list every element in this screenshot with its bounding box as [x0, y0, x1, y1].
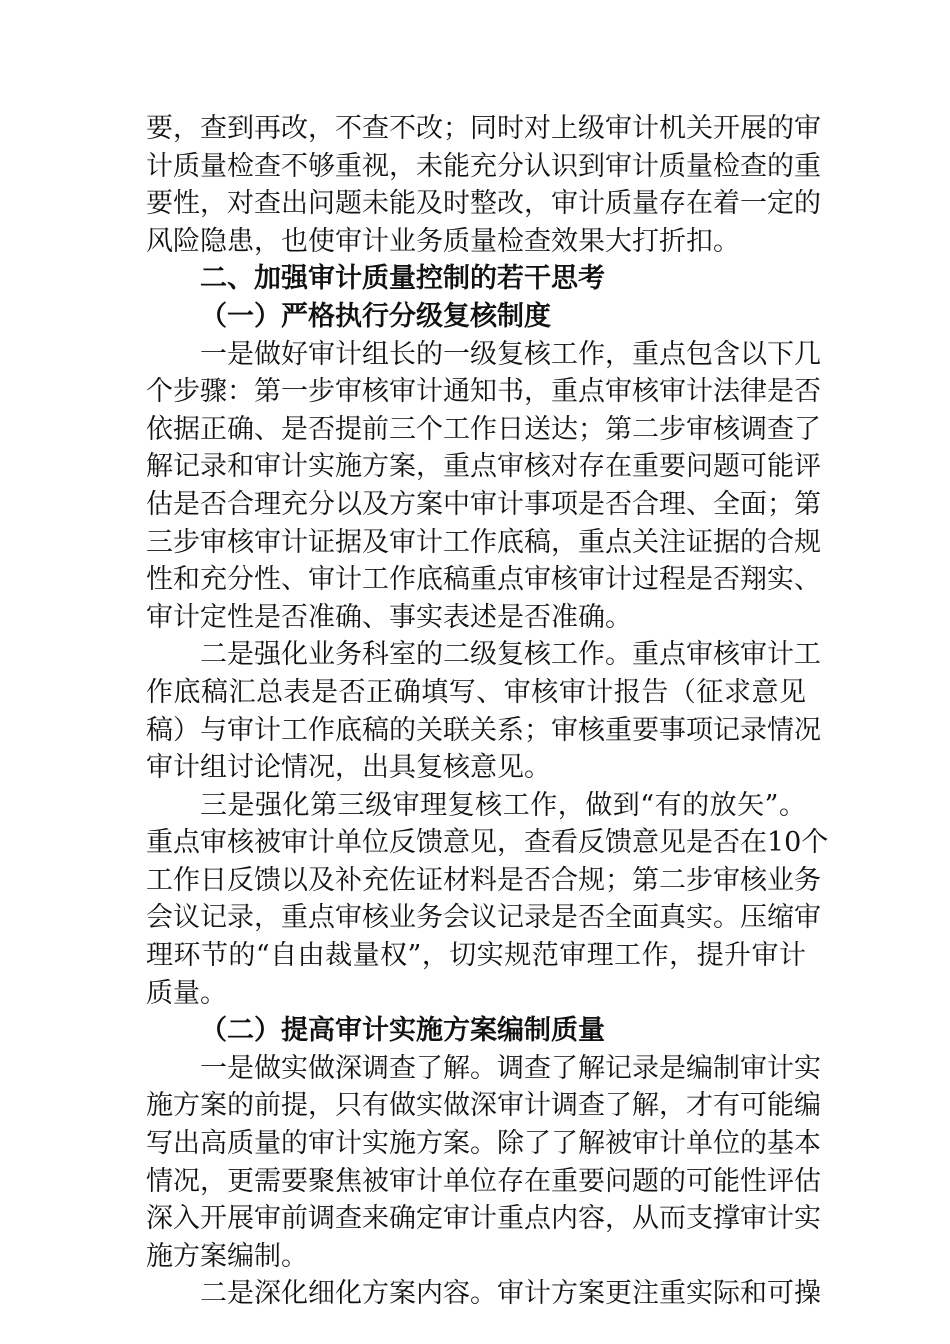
text-line: 工作日反馈以及补充佐证材料是否合规；第二步审核业务 — [146, 864, 821, 896]
text-line: 计质量检查不够重视，未能充分认识到审计质量检查的重 — [146, 150, 821, 182]
text-line: 要，查到再改，不查不改；同时对上级审计机关开展的审 — [146, 113, 821, 144]
paragraph — [146, 1275, 821, 1313]
paragraph — [146, 110, 821, 260]
text-line: 审计组讨论情况，出具复核意见。 — [146, 752, 551, 784]
text-line: 一是做实做深调查了解。调查了解记录是编制审计实 — [200, 1052, 821, 1084]
subsection-heading: （一）严格执行分级复核制度 — [200, 300, 551, 332]
paragraph — [146, 336, 821, 637]
section-heading: 二、加强审计质量控制的若干思考 — [200, 263, 605, 295]
text-line: 质量。 — [146, 977, 227, 1009]
paragraph — [146, 636, 821, 786]
text-line: 深入开展审前调查来确定审计重点内容，从而支撑审计实 — [146, 1203, 821, 1235]
text-line: 稿）与审计工作底稿的关联关系；审核重要事项记录情况 — [146, 714, 821, 746]
paragraph — [146, 787, 829, 1013]
text-line: 二是深化细化方案内容。审计方案更注重实际和可操 — [200, 1278, 821, 1310]
text-line: 二是强化业务科室的二级复核工作。重点审核审计工 — [200, 639, 821, 671]
paragraph — [146, 1050, 821, 1276]
text-line: 作底稿汇总表是否正确填写、审核审计报告（征求意见 — [146, 676, 806, 708]
text-line: 施方案的前提，只有做实做深审计调查了解，才有可能编 — [146, 1090, 821, 1122]
text-line: 一是做好审计组长的一级复核工作，重点包含以下几 — [200, 338, 821, 370]
text-line: 个步骤：第一步审核审计通知书，重点审核审计法律是否 — [146, 376, 821, 408]
text-line: 估是否合理充分以及方案中审计事项是否合理、全面；第 — [146, 488, 821, 520]
document-page — [146, 110, 829, 1313]
text-line: 写出高质量的审计实施方案。除了了解被审计单位的基本 — [146, 1128, 821, 1160]
text-line: 审计定性是否准确、事实表述是否准确。 — [146, 601, 632, 633]
text-line: 情况，更需要聚焦被审计单位存在重要问题的可能性评估 — [146, 1165, 821, 1197]
text-line: 三步审核审计证据及审计工作底稿，重点关注证据的合规 — [146, 526, 821, 558]
text-line: 会议记录，重点审核业务会议记录是否全面真实。压缩审 — [146, 902, 821, 934]
text-line: 三是强化第三级审理复核工作，做到“有的放矢”。 — [200, 789, 806, 821]
text-line: 要性，对查出问题未能及时整改，审计质量存在着一定的 — [146, 188, 821, 220]
text-line: 解记录和审计实施方案，重点审核对存在重要问题可能评 — [146, 451, 821, 483]
text-line: 重点审核被审计单位反馈意见，查看反馈意见是否在10个 — [146, 827, 829, 859]
text-line: 理环节的“自由裁量权”，切实规范审理工作，提升审计 — [146, 940, 806, 972]
subsection-heading: （二）提高审计实施方案编制质量 — [200, 1015, 605, 1047]
text-line: 风险隐患，也使审计业务质量检查效果大打折扣。 — [146, 225, 740, 257]
text-line: 施方案编制。 — [146, 1240, 308, 1272]
text-line: 依据正确、是否提前三个工作日送达；第二步审核调查了 — [146, 413, 821, 445]
text-line: 性和充分性、审计工作底稿重点审核审计过程是否翔实、 — [146, 564, 821, 596]
